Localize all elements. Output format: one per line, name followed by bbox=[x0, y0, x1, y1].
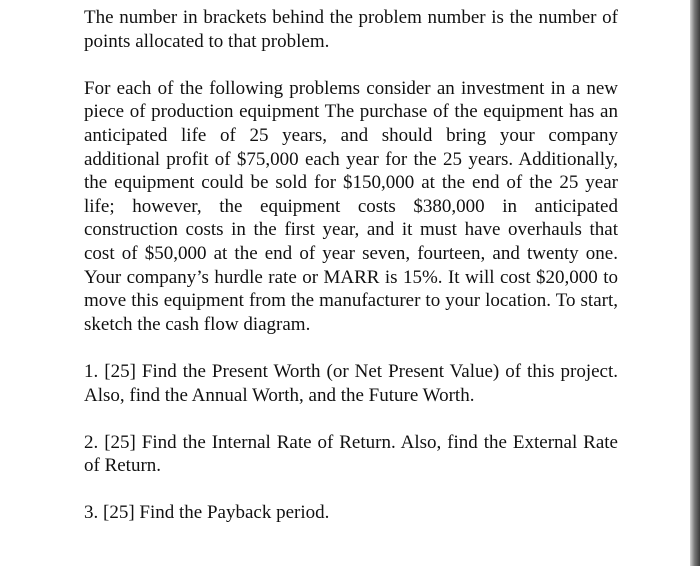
problem-1: 1. [25] Find the Present Worth (or Net Present Value) of this project. Also, find the Annual Worth, and the Future Worth. bbox=[84, 360, 618, 406]
problem-2: 2. [25] Find the Internal Rate of Return. Also, find the External Rate of Return. bbox=[84, 431, 618, 477]
intro-paragraph: The number in brackets behind the problem number is the number of points allocated to that problem. bbox=[84, 7, 618, 52]
document-body bbox=[84, 6, 618, 525]
problem-3: 3. [25] Find the Payback period. bbox=[84, 502, 330, 524]
scenario-paragraph: For each of the following problems consider an investment in a new piece of production equipment The purchase of the equipment has an anticipated life of 25 years, and should bring your company additional profit of $75,000 each year for the 25 years. Additionally, the equipment could be sold for $150,000 at the end of the 25 year life; however, the equipment costs $380,000 in anticipated construction costs in the first year, and it must have overhauls that cost of $50,000 at the end of year seven, fourteen, and twenty one. Your company’s hurdle rate or MARR is 15%. It will cost $20,000 to move this equipment from the manufacturer to your location. To start, sketch the cash flow diagram. bbox=[84, 77, 618, 335]
page-edge-shadow bbox=[690, 0, 700, 566]
